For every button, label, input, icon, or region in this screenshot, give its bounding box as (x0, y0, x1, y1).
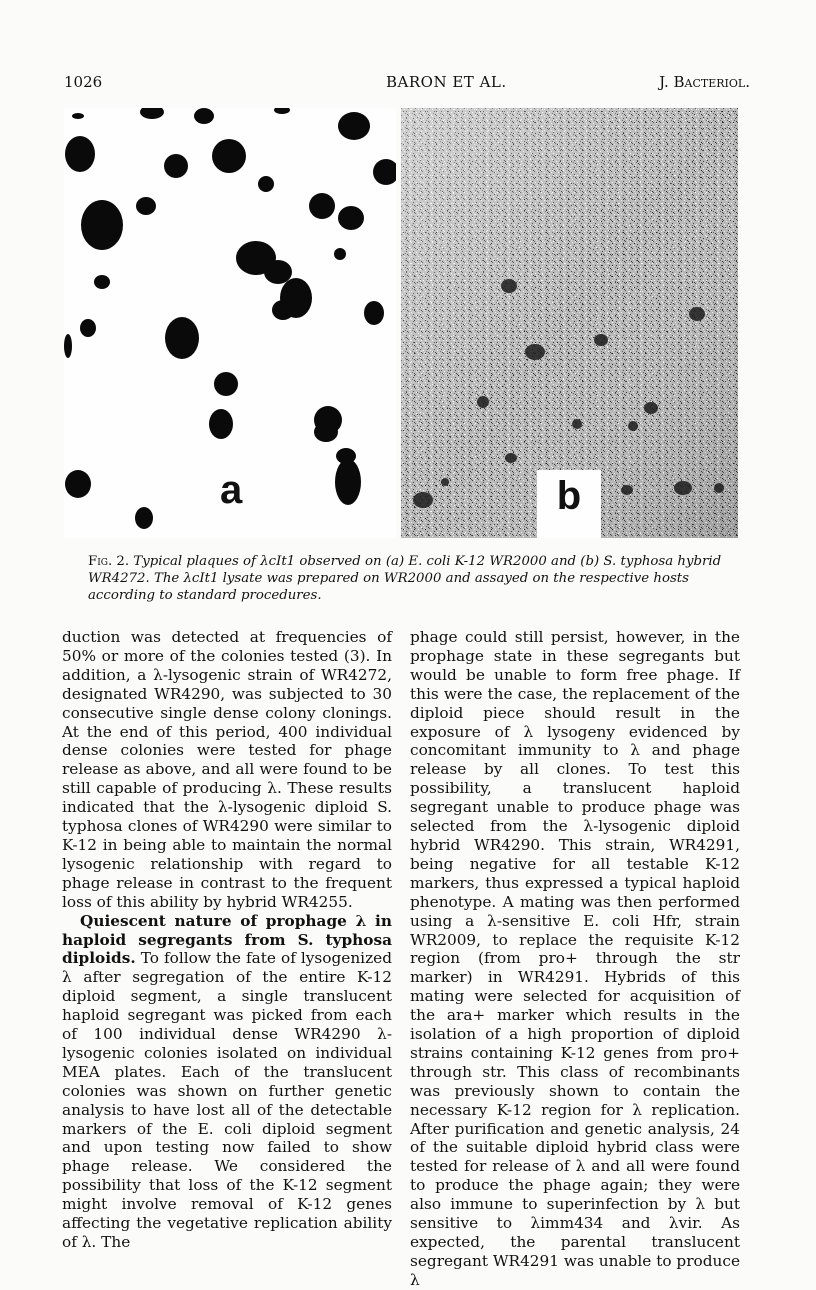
right-column (410, 628, 740, 1290)
left-paragraph-1: duction was detected at frequencies of 50% or more of the colonies tested (3). In addition, a λ-lysogenic strain of WR4272, designated WR4290, was subjected to 30 consecutive single dense colony clonings. At the end of this period, 400 individual dense colonies were tested for phage release as above, and all were found to be still capable of producing λ. These results indicated that the λ-lysogenic diploid S. typhosa clones of WR4290 were similar to K-12 in being able to maintain the normal lysogenic relationship with regard to phage release in contrast to the frequent loss of this ability by hybrid WR4255. (62, 628, 392, 911)
figure-caption-text: Typical plaques of λcIt1 observed on (a) E. coli K-12 WR2000 and (b) S. typhosa hybrid WR4272. The λcIt1 lysate was prepared on WR2000 and assayed on the respective hosts according to standard procedures. (88, 554, 722, 603)
panel-label-b: b (556, 474, 582, 518)
figure-panel-a (64, 108, 396, 538)
running-header (64, 73, 750, 93)
section-run-in-heading: Quiescent nature of prophage λ in haploid segregants from S. typhosa diploids. (62, 911, 392, 968)
figure-panel-b (401, 108, 738, 538)
left-paragraph-2 (62, 912, 392, 1252)
panel-label-a: a (220, 468, 243, 512)
left-paragraph-2-body: To follow the fate of lysogenized λ after segregation of the entire K-12 diploid segment, a single translucent haploid segregant was picked from each of 100 individual dense WR4290 λ-lysogenic colonies isolated on individual MEA plates. Each of the translucent colonies was shown on further genetic analysis to have lost all of the detectable markers of the E. coli diploid segment and upon testing now failed to show phage release. We considered the possibility that loss of the K-12 segment might involve removal of K-12 genes affecting the vegetative replication ability of λ. The (62, 949, 392, 1251)
figure-caption-label: Fig. 2. (88, 554, 130, 569)
left-column (62, 628, 392, 1252)
panel-b-label-box (537, 470, 601, 538)
journal-name: J. Bacteriol. (659, 73, 750, 91)
figure-2 (64, 108, 738, 538)
running-authors: BARON ET AL. (386, 73, 507, 91)
page-number: 1026 (64, 73, 103, 91)
figure-caption (88, 553, 752, 604)
right-paragraph-1: phage could still persist, however, in the prophage state in these segregants but would be unable to form free phage. If this were the case, the replacement of the diploid piece should result in the exposure of λ lysogeny evidenced by concomitant immunity to λ and phage release by all clones. To test this possibility, a translucent haploid segregant unable to produce phage was selected from the λ-lysogenic diploid hybrid WR4290. This strain, WR4291, being negative for all testable K-12 markers, thus expressed a typical haploid phenotype. A mating was then performed using a λ-sensitive E. coli Hfr, strain WR2009, to replace the requisite K-12 region (from pro+ through the str marker) in WR4291. Hybrids of this mating were selected for acquisition of the ara+ marker which results in the isolation of a high proportion of diploid strains containing K-12 genes from pro+ through str. This class of recombinants was previously shown to contain the necessary K-12 region for λ replication. After purification and genetic analysis, 24 of the suitable diploid hybrid class were tested for release of λ and all were found to produce the phage again; they were also immune to superinfection by λ but sensitive to λimm434 and λvir. As expected, the parental translucent segregant WR4291 was unable to produce λ (410, 628, 741, 1289)
